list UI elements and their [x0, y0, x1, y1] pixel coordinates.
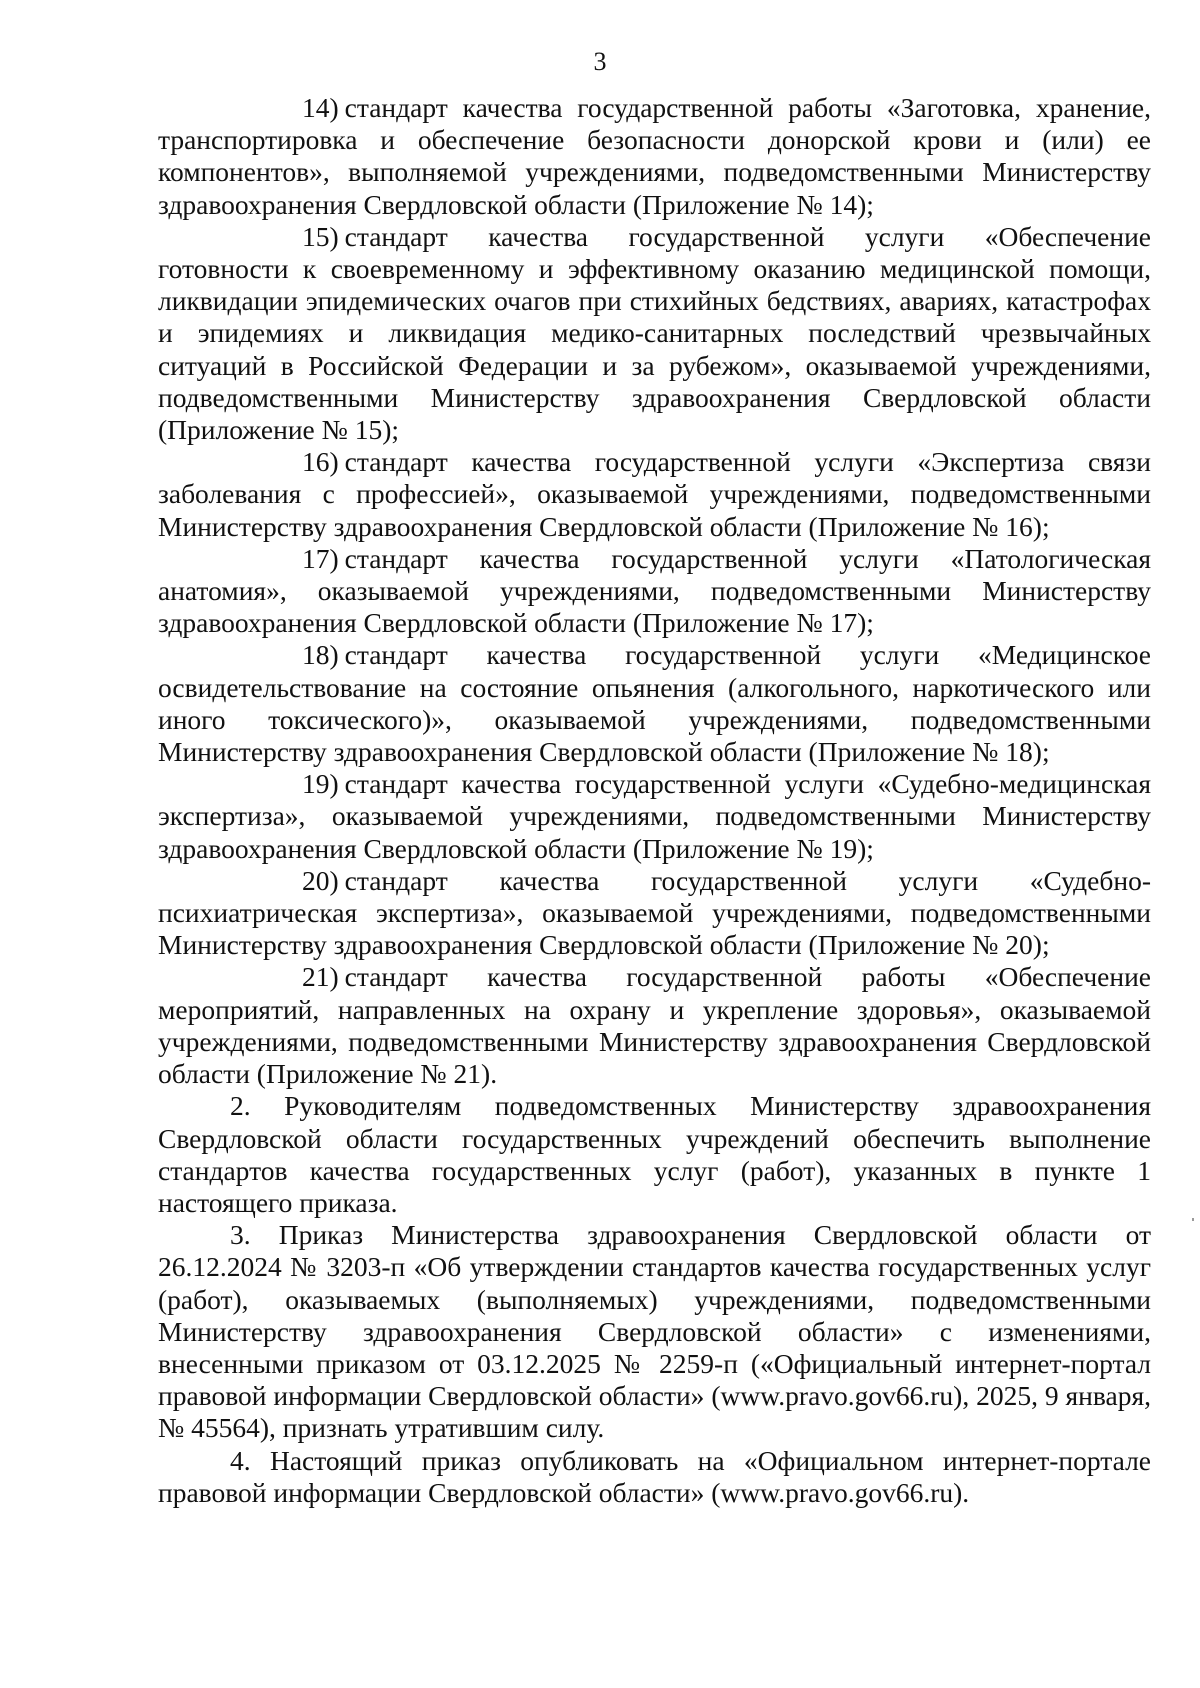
- list-item-18: [158, 639, 1151, 768]
- point-text: Руководителям подведомственных Министерству здравоохранения Свердловской области государственных учреждений обеспечить выполнение стандартов качества государственных услуг (работ), указанных в пункте 1 настоящего приказа.: [158, 1090, 1151, 1218]
- list-item-14: [158, 92, 1151, 221]
- list-item-19: [158, 768, 1151, 865]
- point-number: 2.: [230, 1090, 251, 1122]
- point-number: 4.: [230, 1444, 251, 1476]
- list-item-16: [158, 446, 1151, 543]
- point-2-paragraph: [158, 1090, 1151, 1219]
- document-body: [158, 92, 1151, 1509]
- point-3-paragraph: [158, 1219, 1151, 1444]
- item-number: 19): [302, 768, 339, 800]
- list-item-20: [158, 865, 1151, 962]
- item-number: 20): [302, 864, 339, 896]
- point-text: Приказ Министерства здравоохранения Свердловской области от 26.12.2024 № 3203-п «Об утверждении стандартов качества государственных услуг (работ), оказываемых (выполняемых) учреждениями, подведомственными Министерству здравоохранения Свердловской области» с изменениями, внесенными приказом от 03.12.2025 № 2259-п («Официальный интернет-портал правовой информации Свердловской области» (www.pravo.gov66.ru), 2025, 9 января, № 45564), признать утратившим силу.: [158, 1219, 1151, 1444]
- list-item-21: [158, 961, 1151, 1090]
- page-number: 3: [593, 47, 607, 76]
- item-text: стандарт качества государственной услуги «Экспертиза связи заболевания с профессией», оказываемой учреждениями, подведомственными Министерству здравоохранения Свердловской области (Приложение № 16);: [158, 446, 1151, 542]
- item-number: 14): [302, 92, 339, 123]
- item-text: стандарт качества государственной работы «Заготовка, хранение, транспортировка и обеспечение безопасности донорской крови и (или) ее компонентов», выполняемой учреждениями, подведомственными Министерству здравоохранения Свердловской области (Приложение № 14);: [158, 92, 1151, 220]
- item-number: 21): [302, 961, 339, 993]
- item-number: 15): [302, 220, 339, 252]
- point-number: 3.: [230, 1219, 251, 1251]
- scan-speck: [1192, 1218, 1194, 1221]
- point-4-paragraph: [158, 1445, 1151, 1509]
- item-text: стандарт качества государственной услуги «Судебно-медицинская экспертиза», оказываемой учреждениями, подведомственными Министерству здравоохранения Свердловской области (Приложение № 19);: [158, 768, 1151, 864]
- item-text: стандарт качества государственной услуги «Медицинское освидетельствование на состояние опьянения (алкогольного, наркотического или иного токсического)», оказываемой учреждениями, подведомственными Министерству здравоохранения Свердловской области (Приложение № 18);: [158, 639, 1151, 768]
- point-text: Настоящий приказ опубликовать на «Официальном интернет-портале правовой информации Свердловской области» (www.pravo.gov66.ru).: [158, 1444, 1152, 1508]
- item-number: 18): [302, 639, 339, 671]
- item-number: 16): [302, 446, 339, 478]
- item-text: стандарт качества государственной работы «Обеспечение мероприятий, направленных на охрану и укрепление здоровья», оказываемой учреждениями, подведомственными Министерству здравоохранения Свердловской области (Приложение № 21).: [158, 961, 1151, 1090]
- list-item-15: [158, 221, 1151, 446]
- list-item-17: [158, 543, 1151, 640]
- item-text: стандарт качества государственной услуги «Судебно-психиатрическая экспертиза», оказываемой учреждениями, подведомственными Министерству здравоохранения Свердловской области (Приложение № 20);: [158, 864, 1151, 961]
- item-text: стандарт качества государственной услуги «Обеспечение готовности к своевременному и эффективному оказанию медицинской помощи, ликвидации эпидемических очагов при стихийных бедствиях, авариях, катастрофах и эпидемиях и ликвидация медико-санитарных последствий чрезвычайных ситуаций в Российской Федерации и за рубежом», оказываемой учреждениями, подведомственными Министерству здравоохранения Свердловской области (Приложение № 15);: [158, 220, 1151, 446]
- item-text: стандарт качества государственной услуги «Патологическая анатомия», оказываемой учреждениями, подведомственными Министерству здравоохранения Свердловской области (Приложение № 17);: [158, 542, 1151, 639]
- item-number: 17): [302, 542, 339, 574]
